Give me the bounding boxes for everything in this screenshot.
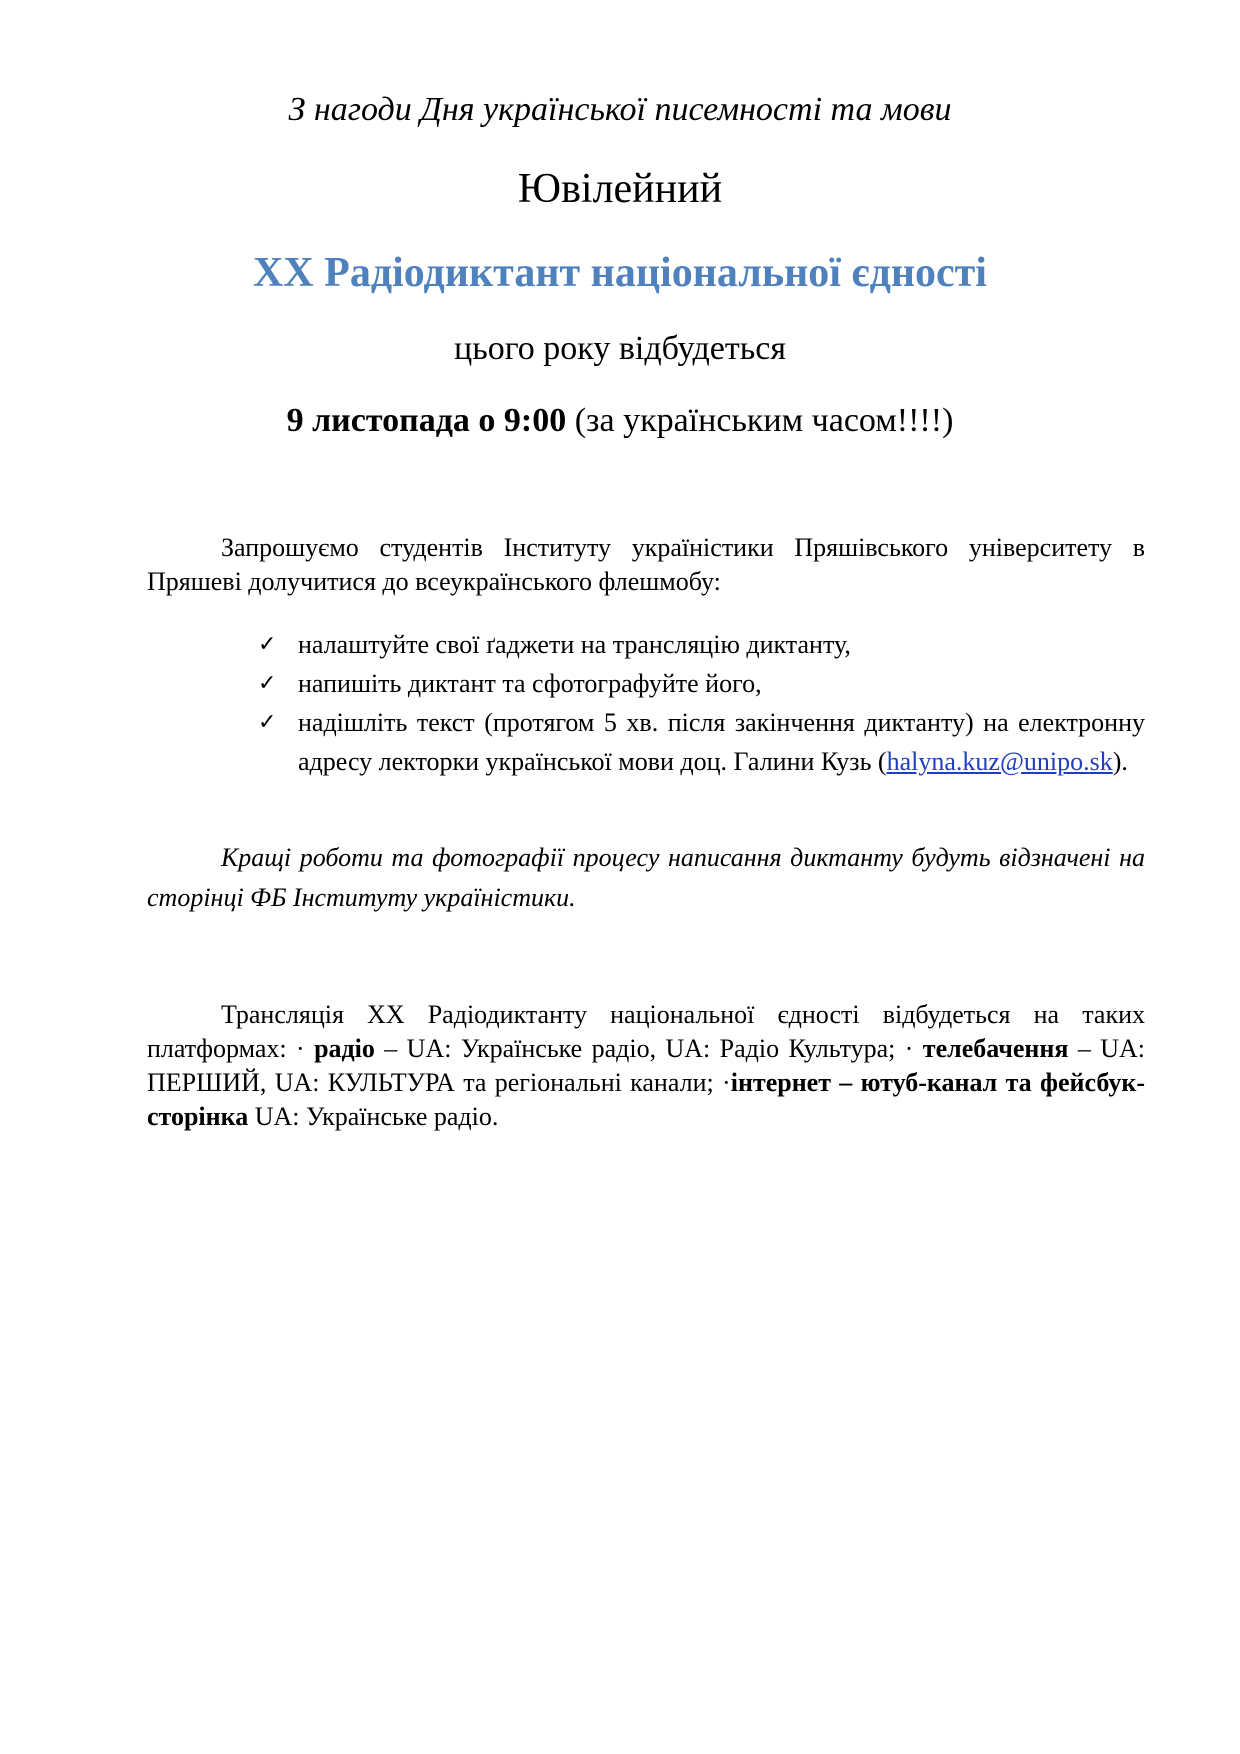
list-item xyxy=(258,664,1145,703)
internet-text: UA: Українське радіо. xyxy=(248,1102,499,1131)
steps-list xyxy=(258,625,1145,781)
tv-text: – UA: ПЕРШИЙ, UA: КУЛЬТУРА та регіональні канали; · xyxy=(147,1034,1145,1097)
occasion-line: З нагоди Дня української писемності та мови xyxy=(288,91,952,128)
radio-label: радіо xyxy=(314,1034,375,1063)
best-works-paragraph: Кращі роботи та фотографії процесу написання диктанту будуть відзначені на сторінці ФБ Інституту україністики. xyxy=(147,843,1145,912)
list-item xyxy=(258,625,1145,664)
will-take-place-line: цього року відбудеться xyxy=(454,330,786,367)
email-link[interactable]: halyna.kuz@unipo.sk xyxy=(886,747,1113,776)
check-icon: ✓ xyxy=(258,710,277,735)
jubilee-line: Ювілейний xyxy=(517,166,723,212)
step-text: напишіть диктант та сфотографуйте його, xyxy=(298,669,762,698)
date-line xyxy=(0,398,1240,444)
internet-label: інтернет – ютуб-канал та фейсбук-сторінка xyxy=(147,1068,1146,1131)
event-title: XX Радіодиктант національної єдності xyxy=(253,250,987,296)
invitation-paragraph: Запрошуємо студентів Інституту україністики Пряшівського університету в Пряшеві долучитися до всеукраїнського флешмобу: xyxy=(147,533,1145,596)
step-text-end: ). xyxy=(1112,747,1128,776)
step-text: надішліть текст (протягом 5 хв. після закінчення диктанту) на електронну адресу лекторки української мови доц. Галини Кузь ( xyxy=(298,708,1145,776)
radio-text: – UA: Українське радіо, UA: Радіо Культура; · xyxy=(374,1034,923,1063)
broadcast-paragraph xyxy=(147,998,1145,1134)
check-icon: ✓ xyxy=(258,632,277,657)
date-bold: 9 листопада о 9:00 xyxy=(286,402,567,439)
date-note: (за українським часом!!!!) xyxy=(566,402,954,439)
tv-label: телебачення xyxy=(922,1034,1069,1063)
list-item xyxy=(258,703,1145,781)
step-text: налаштуйте свої ґаджети на трансляцію диктанту, xyxy=(298,630,851,659)
check-icon: ✓ xyxy=(258,671,277,696)
broadcast-intro: Трансляція XX Радіодиктанту національної єдності відбудеться на таких платформах: · xyxy=(147,1000,1145,1063)
